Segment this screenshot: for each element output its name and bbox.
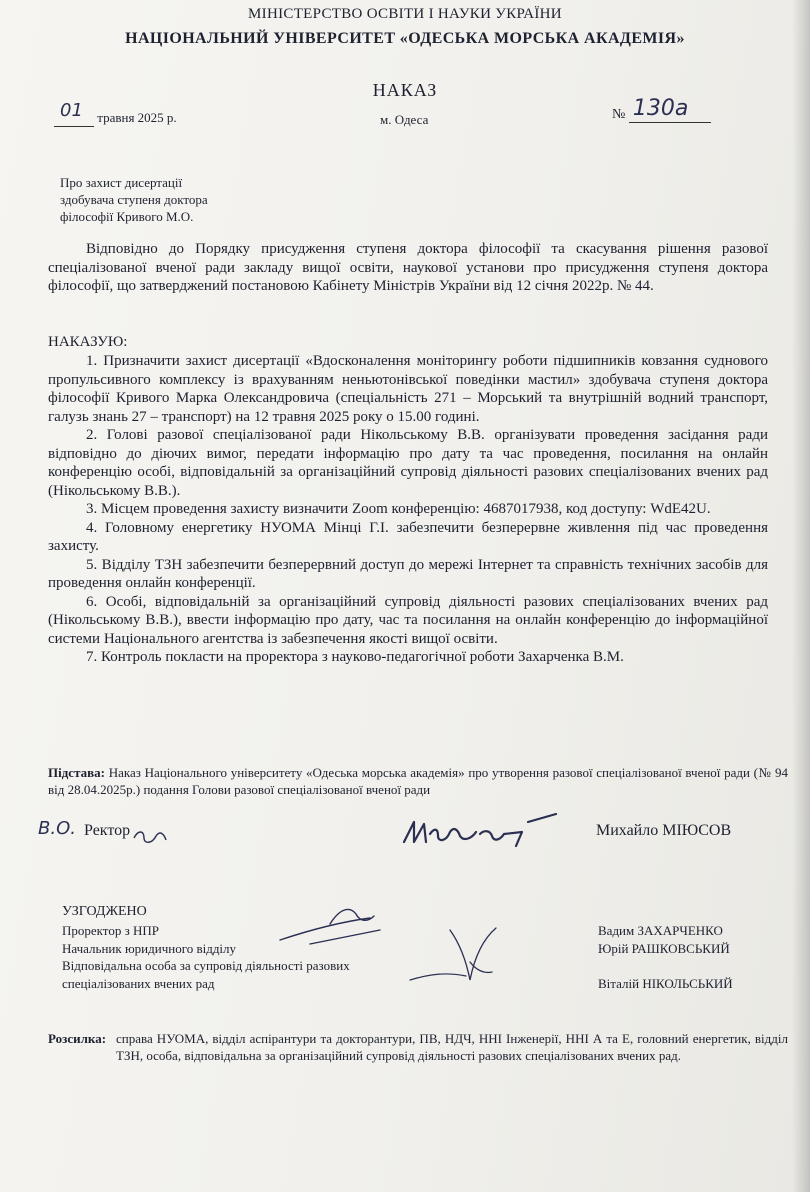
order-directive-heading: НАКАЗУЮ:	[48, 334, 128, 350]
approval-name: Вадим ЗАХАРЧЕНКО	[598, 923, 723, 938]
subject-line: Про захист дисертації	[60, 175, 183, 190]
signatory-position: Ректор	[84, 822, 131, 839]
order-item: 2. Голові разової спеціалізованої ради Нікольському В.В. організувати проведення засідання ради відповідно до діючих вимог, передати інформацію про дату та час проведення, посилання на онлайн конференцію особі, відповідальній за організаційний супровід діяльності разових спеціалізованих вчених рад (Нікольському В.В.).	[48, 427, 768, 499]
subject-line: філософії Кривого М.О.	[60, 209, 194, 224]
number-field	[629, 96, 711, 123]
order-item: 5. Відділу ТЗН забезпечити безперервний доступ до мережі Інтернет та справність технічних засобів для проведення онлайн конференції.	[48, 556, 768, 591]
order-item: 7. Контроль покласти на проректора з науково-педагогічної роботи Захарченка В.М.	[86, 649, 624, 665]
page-edge-shadow	[792, 0, 810, 1192]
approval-heading: УЗГОДЖЕНО	[62, 904, 147, 919]
document-title: НАКАЗ	[372, 80, 438, 100]
acting-note-handwritten: В.О.	[38, 818, 76, 839]
approval-position: Проректор з НПР	[62, 923, 159, 938]
approval-name	[598, 957, 798, 975]
approval-name: Юрій РАШКОВСЬКИЙ	[598, 940, 730, 956]
order-item: 4. Головному енергетику НУОМА Мінці Г.І. забезпечити безперервне живлення під час проведення захисту.	[48, 519, 768, 554]
number-sign: №	[612, 107, 626, 122]
order-number	[612, 96, 711, 123]
preamble	[48, 240, 768, 296]
approval-signatures-icon	[270, 900, 600, 1010]
approval-position: спеціалізованих вчених рад	[62, 975, 215, 991]
basis-text: Наказ Національного університету «Одеська морська академія» про утворення разової спеціалізованої вченої ради (№ 94 від 28.04.2025р.) подання Голови разової спеціалізованої вченої ради	[48, 765, 789, 797]
order-item: 6. Особі, відповідальній за організаційний супровід діяльності разових спеціалізованих вчених рад (Нікольському В.В.), ввести інформацію про дату, час та посилання на онлайн конференцію до інформаційної системи Національного агентства із забезпечення якості вищої освіти.	[48, 593, 768, 647]
preamble-text: Відповідно до Порядку присудження ступеня доктора філософії та скасування рішення разової спеціалізованої вченої ради закладу вищої освіти, наукової установи про присудження ступеня доктора філософії, що затверджений постановою Кабінету Міністрів України від 12 січня 2022р. № 44.	[48, 241, 768, 294]
date-month-year: травня 2025 р.	[97, 110, 177, 125]
order-items	[48, 352, 768, 667]
distribution-section	[48, 1030, 788, 1064]
approval-position: Відповідальна особа за супровід діяльності разових	[62, 958, 350, 973]
basis-section	[48, 764, 788, 798]
rector-signature-icon	[400, 812, 560, 852]
ministry-header: МІНІСТЕРСТВО ОСВІТИ І НАУКИ УКРАЇНИ	[248, 6, 562, 22]
number-handwritten: 130а	[632, 96, 689, 121]
basis-label: Підстава:	[48, 765, 105, 780]
approval-position: Начальник юридичного відділу	[62, 940, 237, 956]
university-header: НАЦІОНАЛЬНИЙ УНІВЕРСИТЕТ «ОДЕСЬКА МОРСЬКА АКАДЕМІЯ»	[125, 30, 685, 47]
order-item: 1. Призначити захист дисертації «Вдосконалення моніторингу роботи підшипників ковзання суднового пропульсивного комплексу із врахуванням неньютонівської поведінки мастил» здобувача ступеня доктора філософії Кривого Марка Олександровича (спеціальність 271 – Морський та внутрішній водний транспорт, галузь знань 27 – транспорт) на 12 травня 2025 року о 15.00 годині.	[48, 353, 768, 425]
order-subject	[60, 174, 280, 225]
signatory-name: Михайло МІЮСОВ	[596, 822, 732, 839]
date-day-field	[54, 100, 94, 127]
approval-names	[598, 922, 798, 992]
distribution-label: Розсилка:	[48, 1031, 107, 1046]
distribution-text: справа НУОМА, відділ аспірантури та докторантури, ПВ, НДЧ, ННІ Інженерії, ННІ А та Е, головний енергетик, відділ ТЗН, особа, відповідальна за організаційний супровід діяльності разових спеціалізованих вчених рад.	[116, 1031, 788, 1063]
approval-name: Віталій НІКОЛЬСЬКИЙ	[598, 975, 733, 991]
order-city: м. Одеса	[380, 112, 429, 127]
order-item: 3. Місцем проведення захисту визначити Zoom конференцію: 4687017938, код доступу: WdE42U.	[86, 501, 711, 517]
date-day-handwritten: 01	[60, 100, 83, 121]
handwritten-suffix-icon	[132, 826, 168, 846]
subject-line: здобувача ступеня доктора	[60, 192, 208, 207]
order-date	[54, 100, 177, 127]
